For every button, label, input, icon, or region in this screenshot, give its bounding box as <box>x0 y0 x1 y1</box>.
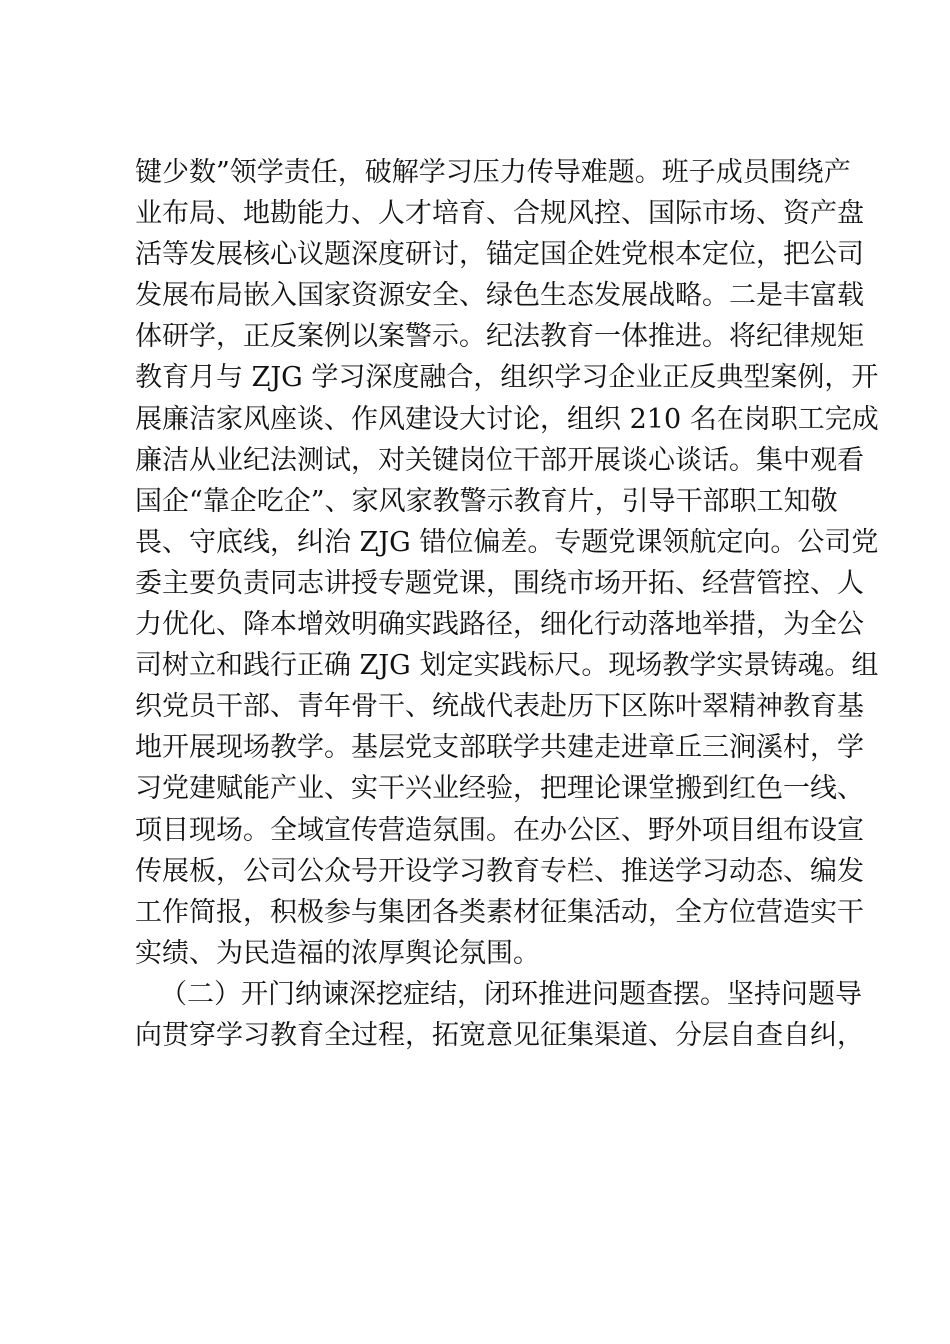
text-line-15: 地开展现场教学。基层党支部联学共建走进章丘三涧溪村，学 <box>135 732 864 764</box>
text-line-12: 力优化、降本增效明确实践路径，细化行动落地举措，为全公 <box>135 609 864 641</box>
body-text <box>135 152 879 1056</box>
text-line-17: 项目现场。全域宣传营造氛围。在办公区、野外项目组布设宣 <box>135 814 864 846</box>
text-line-3: 活等发展核心议题深度研讨，锚定国企姓党根本定位，把公司 <box>135 239 864 271</box>
text-line-19: 工作简报，积极参与集团各类素材征集活动，全方位营造实干 <box>135 896 864 928</box>
text-line-18: 传展板，公司公众号开设学习教育专栏、推送学习动态、编发 <box>135 855 864 887</box>
text-line-11: 委主要负责同志讲授专题党课，围绕市场开拓、经营管控、人 <box>135 567 864 599</box>
text-line-9: 国企“靠企吃企”、家风家教警示教育片，引导干部职工知敬 <box>135 485 838 517</box>
text-line-4: 发展布局嵌入国家资源安全、绿色生态发展战略。二是丰富载 <box>135 280 864 312</box>
text-line-13: 司树立和践行正确 ZJG 划定实践标尺。现场教学实景铸魂。组 <box>135 650 879 682</box>
text-line-14: 织党员干部、青年骨干、统战代表赴历下区陈叶翠精神教育基 <box>135 691 864 723</box>
text-line-8: 廉洁从业纪法测试，对关键岗位干部开展谈心谈话。集中观看 <box>135 444 864 476</box>
text-line-20: 实绩、为民造福的浓厚舆论氛围。 <box>135 937 540 969</box>
text-line-16: 习党建赋能产业、实干兴业经验，把理论课堂搬到红色一线、 <box>135 773 864 805</box>
text-line-6: 教育月与 ZJG 学习深度融合，组织学习企业正反典型案例，开 <box>135 362 879 394</box>
text-line-10: 畏、守底线，纠治 ZJG 错位偏差。专题党课领航定向。公司党 <box>135 526 879 558</box>
text-line-2: 业布局、地勘能力、人才培育、合规风控、国际市场、资产盘 <box>135 198 864 230</box>
text-line-22: 向贯穿学习教育全过程，拓宽意见征集渠道、分层自查自纠， <box>135 1019 864 1051</box>
text-line-5: 体研学，正反案例以案警示。纪法教育一体推进。将纪律规矩 <box>135 321 864 353</box>
text-line-1: 键少数”领学责任，破解学习压力传导难题。班子成员围绕产 <box>135 157 851 188</box>
text-line-7: 展廉洁家风座谈、作风建设大讨论，组织 210 名在岗职工完成 <box>135 403 879 435</box>
section-heading-line: （二）开门纳谏深挖症结，闭环推进问题查摆。坚持问题导 <box>160 978 862 1010</box>
